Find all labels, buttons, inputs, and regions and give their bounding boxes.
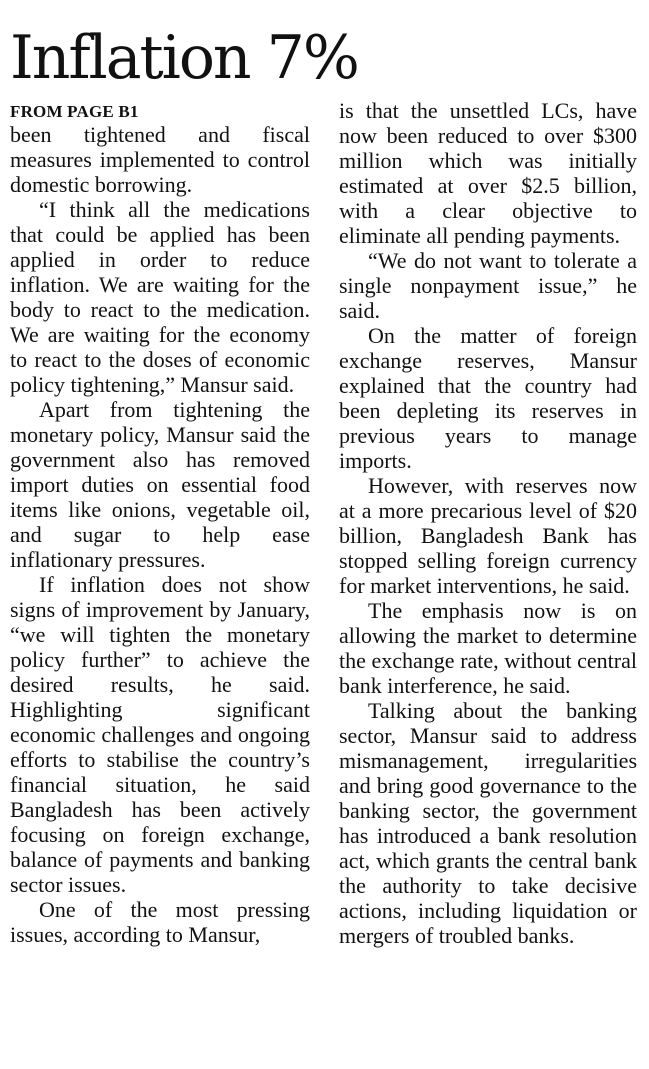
- paragraph: If inflation does not show signs of improvement by January, “we will tighten the monetary policy further” to achieve the desired results, he said. Highlighting significant economic challenges and ongoing efforts to stabilise the country’s financial situation, he said Bangladesh has been actively focusing on foreign exchange, balance of payments and banking sector issues.: [10, 572, 310, 897]
- paragraph: Apart from tightening the monetary policy, Mansur said the government also has removed import duties on essential food items like onions, vegetable oil, and sugar to help ease inflationary pressures.: [10, 397, 310, 572]
- paragraph: The emphasis now is on allowing the market to determine the exchange rate, without central bank interference, he said.: [339, 598, 637, 698]
- paragraph: been tightened and fiscal measures implemented to control domestic borrowing.: [10, 122, 310, 197]
- paragraph: is that the unsettled LCs, have now been reduced to over $300 million which was initially estimated at over $2.5 billion, with a clear objective to eliminate all pending payments.: [339, 98, 637, 248]
- article-column-2: [339, 98, 637, 948]
- paragraph: On the matter of foreign exchange reserves, Mansur explained that the country had been depleting its reserves in previous years to manage imports.: [339, 323, 637, 473]
- paragraph: However, with reserves now at a more precarious level of $20 billion, Bangladesh Bank has stopped selling foreign currency for market interventions, he said.: [339, 473, 637, 598]
- paragraph: One of the most pressing issues, according to Mansur,: [10, 897, 310, 947]
- article-column-1: [10, 122, 310, 947]
- paragraph: “I think all the medications that could be applied has been applied in order to reduce inflation. We are waiting for the body to react to the medication. We are waiting for the economy to react to the doses of economic policy tightening,” Mansur said.: [10, 197, 310, 397]
- headline: Inflation 7%: [10, 23, 358, 93]
- jump-line: FROM PAGE B1: [10, 102, 139, 121]
- paragraph: Talking about the banking sector, Mansur said to address mismanagement, irregularities and bring good governance to the banking sector, the government has introduced a bank resolution act, which grants the central bank the authority to take decisive actions, including liquidation or mergers of troubled banks.: [339, 698, 637, 948]
- paragraph: “We do not want to tolerate a single nonpayment issue,” he said.: [339, 248, 637, 323]
